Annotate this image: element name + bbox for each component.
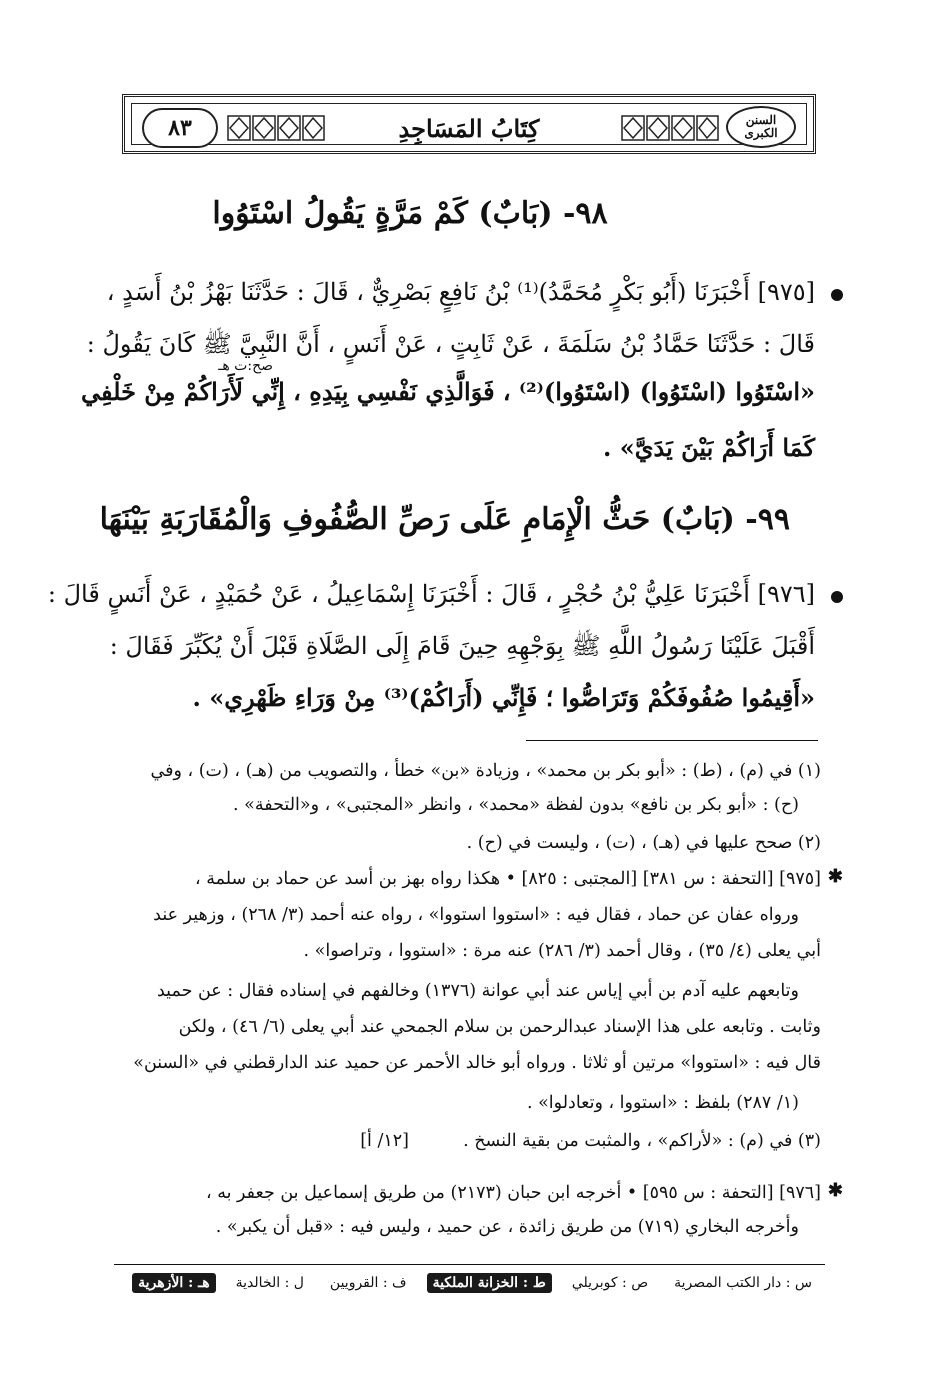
- bullet-icon: [831, 289, 843, 301]
- footnote-1: (١) في (م) ، (ط) : «أبو بكر بن محمد» ، وزيادة «بن» خطأ ، والتصويب من (هـ) ، (ت) ، وفي: [150, 761, 821, 781]
- takhrij-975-line-7: (١/ ٢٨٧) بلفظ : «استووا ، وتعادلوا» .: [526, 1093, 799, 1113]
- right-ornament-icon: [620, 112, 720, 144]
- hadith-975-line-1: [٩٧٥] أَخْبَرَنَا (أَبُو بَكْرٍ مُحَمَّدُ)⁽¹⁾ بْنُ نَافِعٍ بَصْرِيٌّ ، قَالَ : حَدَّثَنَا بَهْزُ بْنُ أَسَدٍ ،: [106, 278, 815, 306]
- sahh-marker: صح:ت هـ: [218, 358, 273, 374]
- star-icon: ✱: [827, 1180, 843, 1201]
- hadith-975-line-2: قَالَ : حَدَّثَنَا حَمَّادُ بْنُ سَلَمَةَ ، عَنْ ثَابِتٍ ، عَنْ أَنَسٍ ، أَنَّ النَّبِيَّ ﷺ كَانَ يَقُولُ :: [86, 330, 815, 358]
- left-ornament-icon: [226, 112, 326, 144]
- siglum-lam: ل : الخالدية: [235, 1275, 304, 1291]
- hadith-976-line-1: [٩٧٦] أَخْبَرَنَا عَلِيُّ بْنُ حُجْرٍ ، قَالَ : أَخْبَرَنَا إِسْمَاعِيلُ ، عَنْ حُمَيْدٍ ، عَنْ أَنَسٍ قَالَ :: [47, 580, 815, 608]
- header-inner-frame: [131, 103, 807, 145]
- takhrij-975-line-2: ورواه عفان عن حماد ، فقال فيه : «استووا استووا» ، رواه عنه أحمد (٣/ ٢٦٨) ، وزهير عند: [153, 905, 799, 925]
- manuscript-sigla: [118, 1268, 818, 1298]
- hadith-975-line-3: «اسْتَوُوا (اسْتَوُوا) (اسْتَوُوا)⁽²⁾ ، فَوَالَّذِي نَفْسِي بِيَدِهِ ، إِنِّي لَأَرَاكُمْ مِنْ خَلْفِي: [81, 377, 815, 406]
- takhrij-976-line-2: وأخرجه البخاري (٧١٩) من طريق زائدة ، عن حميد ، وليس فيه : «قبل أن يكبر» .: [215, 1217, 799, 1237]
- bullet-icon: [831, 591, 843, 603]
- takhrij-975-line-3: أبي يعلى (٤/ ٣٥) ، وقال أحمد (٣/ ٢٨٦) عنه مرة : «استووا ، وتراصوا» .: [303, 941, 821, 961]
- takhrij-975-line-4: وتابعهم عليه آدم بن أبي إياس عند أبي عوانة (١٣٧٦) وخالفهم في إسناده فقال : عن حميد: [157, 981, 799, 1001]
- page-header: [122, 94, 816, 154]
- siglum-ta: ط : الخزانة الملكية: [427, 1273, 552, 1293]
- series-logo: السنن الكبرى: [726, 106, 796, 148]
- chapter-title-99: ٩٩- (بَابٌ) حَثُّ الْإِمَامِ عَلَى رَصِّ الصُّفُوفِ وَالْمُقَارَبَةِ بَيْنَهَا: [99, 502, 790, 537]
- siglum-fa: ف : القرويين: [329, 1275, 407, 1291]
- hadith-976-line-3: «أَقِيمُوا صُفُوفَكُمْ وَتَرَاصُّوا ؛ فَإِنِّي (أَرَاكُمْ)⁽³⁾ مِنْ وَرَاءِ ظَهْرِي» .: [192, 683, 815, 712]
- folio-reference: [١٢/ أ]: [360, 1131, 409, 1151]
- siglum-sin: س : دار الكتب المصرية: [674, 1275, 812, 1291]
- takhrij-976-line-1: [٩٧٦] [التحفة : س ٥٩٥] • أخرجه ابن حبان (٢١٧٣) من طريق إسماعيل بن جعفر به ،: [205, 1183, 821, 1203]
- chapter-title-98: ٩٨- (بَابٌ) كَمْ مَرَّةٍ يَقُولُ اسْتَوُوا: [212, 196, 608, 231]
- footnote-divider: [526, 740, 818, 741]
- sigla-divider: [114, 1264, 825, 1265]
- footnote-3: (٣) في (م) : «لأراكم» ، والمثبت من بقية النسخ .: [463, 1131, 821, 1151]
- footnote-2: (٢) صحح عليها في (هـ) ، (ت) ، وليست في (ح) .: [466, 833, 821, 853]
- star-icon: ✱: [827, 866, 843, 887]
- footnote-1-cont: (ح) : «أبو بكر بن نافع» بدون لفظة «محمد» ، وانظر «المجتبى» ، و«التحفة» .: [233, 795, 799, 815]
- book-title: كِتَابُ المَسَاجِدِ: [398, 113, 540, 143]
- siglum-sad: ص : كوبريلي: [571, 1275, 649, 1291]
- takhrij-975-line-6: قال فيه : «استووا» مرتين أو ثلاثا . ورواه أبو خالد الأحمر عن حميد عند الدارقطني في «السنن»: [133, 1053, 821, 1073]
- page-number: ٨٣: [142, 108, 218, 148]
- siglum-ha: هـ : الأزهرية: [132, 1273, 216, 1293]
- takhrij-975-line-1: [٩٧٥] [التحفة : س ٣٨١] [المجتبى : ٨٢٥] • هكذا رواه بهز بن أسد عن حماد بن سلمة ،: [195, 869, 821, 889]
- hadith-975-line-4: كَمَا أَرَاكُمْ بَيْنَ يَدَيَّ» .: [603, 433, 815, 462]
- takhrij-975-line-5: وثابت . وتابعه على هذا الإسناد عبدالرحمن بن سلام الجمحي عند أبي يعلى (٦/ ٤٦) ، ولكن: [178, 1017, 821, 1037]
- hadith-976-line-2: أَقْبَلَ عَلَيْنَا رَسُولُ اللَّهِ ﷺ بِوَجْهِهِ حِينَ قَامَ إِلَى الصَّلَاةِ قَبْلَ أَنْ يُكَبِّرَ فَقَالَ :: [109, 632, 815, 660]
